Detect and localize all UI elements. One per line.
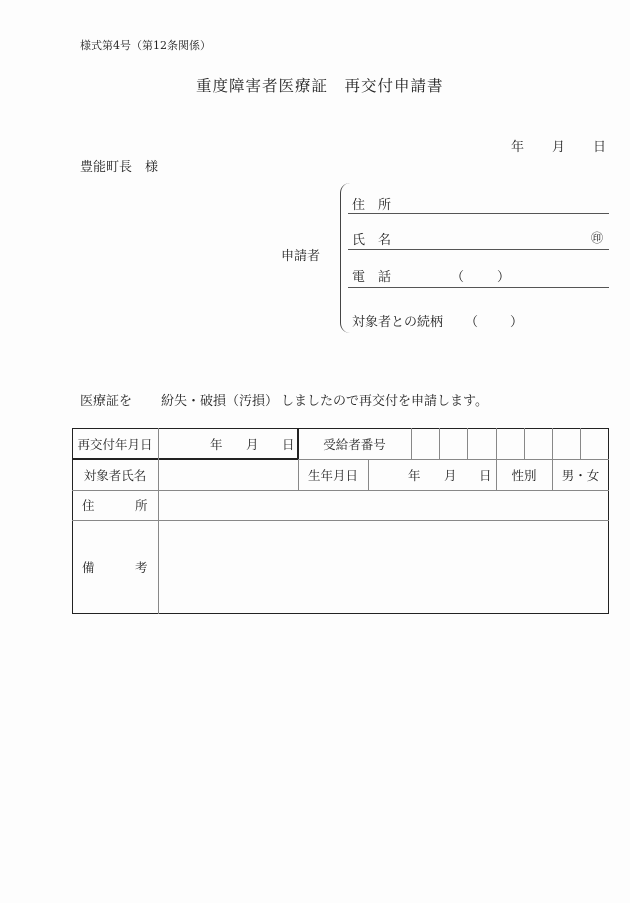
loss-damage-options[interactable]: 紛失・破損（汚損） xyxy=(161,394,279,409)
remarks-label-char-1: 備 xyxy=(82,560,95,575)
applicant-name-input[interactable] xyxy=(420,229,580,245)
address-label xyxy=(72,490,158,520)
applicant-address-label: 住 所 xyxy=(352,198,392,213)
sex-label: 性別 xyxy=(511,467,537,483)
statement-prefix: 医療証を xyxy=(80,394,133,409)
remarks-label-char-2: 考 xyxy=(135,560,148,575)
address-label-char-1: 住 xyxy=(82,498,95,513)
remarks-label xyxy=(72,520,158,614)
subject-name-input[interactable] xyxy=(158,459,298,490)
statement-suffix: しましたので再交付を申請します。 xyxy=(281,394,488,409)
phone-paren-open: （ xyxy=(451,270,465,285)
address-label-char-2: 所 xyxy=(135,498,148,513)
date-year-label: 年 xyxy=(511,140,525,155)
applicant-phone-label: 電 話 xyxy=(352,270,392,285)
reissue-date-field[interactable] xyxy=(158,428,298,459)
remarks-input[interactable] xyxy=(158,520,609,614)
recipient-digit-4[interactable] xyxy=(496,428,524,459)
phone-paren-close: ） xyxy=(497,270,511,285)
divider xyxy=(348,287,609,288)
applicant-bracket xyxy=(340,183,351,333)
recipient-digit-2[interactable] xyxy=(439,428,467,459)
applicant-phone-input[interactable] xyxy=(512,266,602,282)
recipient-number-label: 受給者番号 xyxy=(323,436,386,452)
birthdate-field[interactable] xyxy=(368,459,496,490)
recipient-digit-6[interactable] xyxy=(552,428,580,459)
addressee: 豊能町長 様 xyxy=(80,160,159,175)
applicant-address-input[interactable] xyxy=(420,194,605,210)
subject-name-label: 対象者氏名 xyxy=(83,467,147,483)
divider xyxy=(348,249,609,250)
phone-area-code-input[interactable] xyxy=(468,266,498,282)
birthdate-label: 生年月日 xyxy=(307,467,358,483)
reissue-year-label: 年 xyxy=(210,436,223,452)
reissue-month-label: 月 xyxy=(246,436,259,452)
date-day-label: 日 xyxy=(593,140,607,155)
relationship-input[interactable] xyxy=(482,311,512,327)
page-title: 重度障害者医療証 再交付申請書 xyxy=(196,77,444,95)
seal-icon: ㊞ xyxy=(591,231,604,245)
recipient-digit-3[interactable] xyxy=(467,428,496,459)
recipient-digit-1[interactable] xyxy=(411,428,439,459)
date-month-label: 月 xyxy=(552,140,566,155)
reissue-day-label: 日 xyxy=(282,436,295,452)
recipient-digit-7[interactable] xyxy=(580,428,609,459)
birth-year-label: 年 xyxy=(408,467,421,483)
birth-day-label: 日 xyxy=(479,467,492,483)
applicant-name-label: 氏 名 xyxy=(352,233,392,248)
relationship-label: 対象者との続柄 xyxy=(352,315,444,330)
birth-month-label: 月 xyxy=(444,467,457,483)
applicant-label: 申請者 xyxy=(281,249,321,264)
recipient-digit-5[interactable] xyxy=(524,428,552,459)
sex-options[interactable]: 男・女 xyxy=(561,467,600,483)
divider xyxy=(348,213,609,214)
relationship-paren-open: （ xyxy=(465,315,479,330)
subject-address-input[interactable] xyxy=(158,490,609,520)
relationship-paren-close: ） xyxy=(510,315,524,330)
reissue-date-label: 再交付年月日 xyxy=(77,436,153,452)
form-number: 様式第4号（第12条関係） xyxy=(80,39,211,52)
